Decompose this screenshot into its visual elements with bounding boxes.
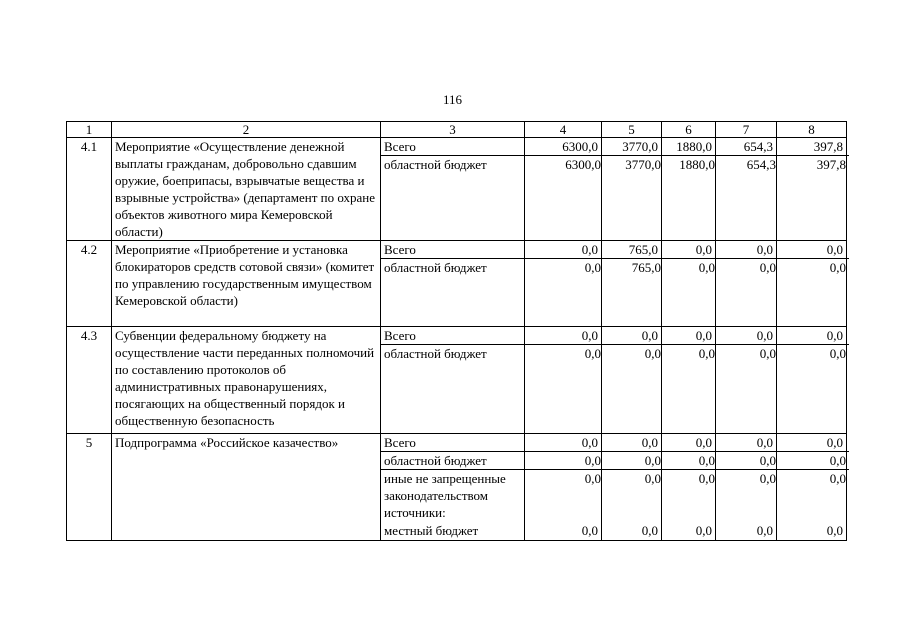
row-description: Мероприятие «Приобретение и установка блокираторов средств сотовой связи» (комитет по управлению государственным имуществом Кемеровской области) xyxy=(112,241,381,327)
value: 0,0 xyxy=(522,469,604,522)
value: 0,0 xyxy=(774,469,849,522)
value: 765,0 xyxy=(628,242,658,257)
value-cell xyxy=(662,434,716,541)
value: 0,0 xyxy=(695,328,712,343)
value: 0,0 xyxy=(581,523,598,538)
value: 0,0 xyxy=(599,469,664,522)
value: 0,0 xyxy=(659,469,718,522)
value: 0,0 xyxy=(695,523,712,538)
value: 1880,0 xyxy=(676,139,712,154)
value-cell xyxy=(525,241,602,327)
source-cell xyxy=(381,327,525,434)
table-row xyxy=(67,138,847,241)
column-header: 4 xyxy=(525,122,602,138)
value-cell xyxy=(662,138,716,241)
value: 3770,0 xyxy=(599,155,664,173)
value: 3770,0 xyxy=(622,139,658,154)
column-header: 3 xyxy=(381,122,525,138)
value: 0,0 xyxy=(641,523,658,538)
value: 0,0 xyxy=(826,328,843,343)
row-number: 4.1 xyxy=(67,138,112,241)
budget-table xyxy=(66,121,847,541)
value: 0,0 xyxy=(659,344,718,362)
row-description: Субвенции федеральному бюджету на осуществление части переданных полномочий по составлению протоколов об административных правонарушениях, посягающих на общественный порядок и общественную безопасность xyxy=(112,327,381,434)
source-cell xyxy=(381,241,525,327)
row-description: Мероприятие «Осуществление денежной выплаты гражданам, добровольно сдавшим оружие, боеприпасы, взрывчатые вещества и взрывные устройства» (департамент по охране объектов животного мира Кемеровской области) xyxy=(112,138,381,241)
value: 0,0 xyxy=(826,435,843,450)
value: 0,0 xyxy=(774,451,849,469)
table-row xyxy=(67,241,847,327)
value-cell xyxy=(525,327,602,434)
value: 0,0 xyxy=(659,451,718,469)
value: 0,0 xyxy=(695,435,712,450)
value-cell xyxy=(525,434,602,541)
source-label: Всего xyxy=(384,139,416,154)
value-cell xyxy=(777,434,847,541)
value-cell xyxy=(716,138,777,241)
value: 0,0 xyxy=(641,328,658,343)
column-header: 5 xyxy=(602,122,662,138)
value: 0,0 xyxy=(695,242,712,257)
value-cell xyxy=(716,327,777,434)
value: 397,8 xyxy=(813,139,843,154)
row-description: Подпрограмма «Российское казачество» xyxy=(112,434,381,541)
page-number: 116 xyxy=(442,92,463,107)
value: 6300,0 xyxy=(522,155,604,173)
column-header: 6 xyxy=(662,122,716,138)
value: 765,0 xyxy=(599,258,664,276)
value: 0,0 xyxy=(756,435,773,450)
value: 654,3 xyxy=(713,155,779,173)
value: 0,0 xyxy=(522,451,604,469)
value: 0,0 xyxy=(713,451,779,469)
source-cell xyxy=(381,138,525,241)
value-cell xyxy=(602,241,662,327)
value-cell xyxy=(777,327,847,434)
value-cell xyxy=(602,327,662,434)
value: 0,0 xyxy=(522,258,604,276)
table-row xyxy=(67,327,847,434)
value-cell xyxy=(602,138,662,241)
source-label: Всего xyxy=(384,328,416,343)
value: 6300,0 xyxy=(562,139,598,154)
value: 0,0 xyxy=(581,328,598,343)
source-label: иные не запрещенные законодательством источники: xyxy=(381,469,524,522)
value: 0,0 xyxy=(599,344,664,362)
value: 0,0 xyxy=(756,523,773,538)
value: 0,0 xyxy=(581,435,598,450)
table-row xyxy=(67,434,847,541)
value: 0,0 xyxy=(581,242,598,257)
value: 0,0 xyxy=(641,435,658,450)
value-cell xyxy=(662,241,716,327)
column-header: 8 xyxy=(777,122,847,138)
value-cell xyxy=(777,138,847,241)
value: 0,0 xyxy=(659,258,718,276)
source-label: Всего xyxy=(384,435,416,450)
value: 0,0 xyxy=(826,523,843,538)
value-cell xyxy=(716,434,777,541)
value: 0,0 xyxy=(713,469,779,522)
value-cell xyxy=(525,138,602,241)
source-label: местный бюджет xyxy=(384,523,479,538)
value: 0,0 xyxy=(774,258,849,276)
value-cell xyxy=(602,434,662,541)
value-cell xyxy=(716,241,777,327)
row-number: 4.2 xyxy=(67,241,112,327)
value-cell xyxy=(662,327,716,434)
table-header-row xyxy=(67,122,847,138)
column-header: 7 xyxy=(716,122,777,138)
value: 0,0 xyxy=(826,242,843,257)
value: 1880,0 xyxy=(659,155,718,173)
source-label: областной бюджет xyxy=(381,258,524,276)
value: 0,0 xyxy=(522,344,604,362)
value: 0,0 xyxy=(599,451,664,469)
value: 0,0 xyxy=(756,242,773,257)
value-cell xyxy=(777,241,847,327)
source-label: областной бюджет xyxy=(381,344,524,362)
source-label: Всего xyxy=(384,242,416,257)
row-number: 4.3 xyxy=(67,327,112,434)
value: 397,8 xyxy=(774,155,849,173)
value: 0,0 xyxy=(713,344,779,362)
column-header: 2 xyxy=(112,122,381,138)
source-label: областной бюджет xyxy=(381,155,524,173)
column-header: 1 xyxy=(67,122,112,138)
source-label: областной бюджет xyxy=(381,451,524,469)
row-number: 5 xyxy=(67,434,112,541)
value: 0,0 xyxy=(713,258,779,276)
value: 0,0 xyxy=(756,328,773,343)
value: 654,3 xyxy=(743,139,773,154)
source-cell xyxy=(381,434,525,541)
value: 0,0 xyxy=(774,344,849,362)
